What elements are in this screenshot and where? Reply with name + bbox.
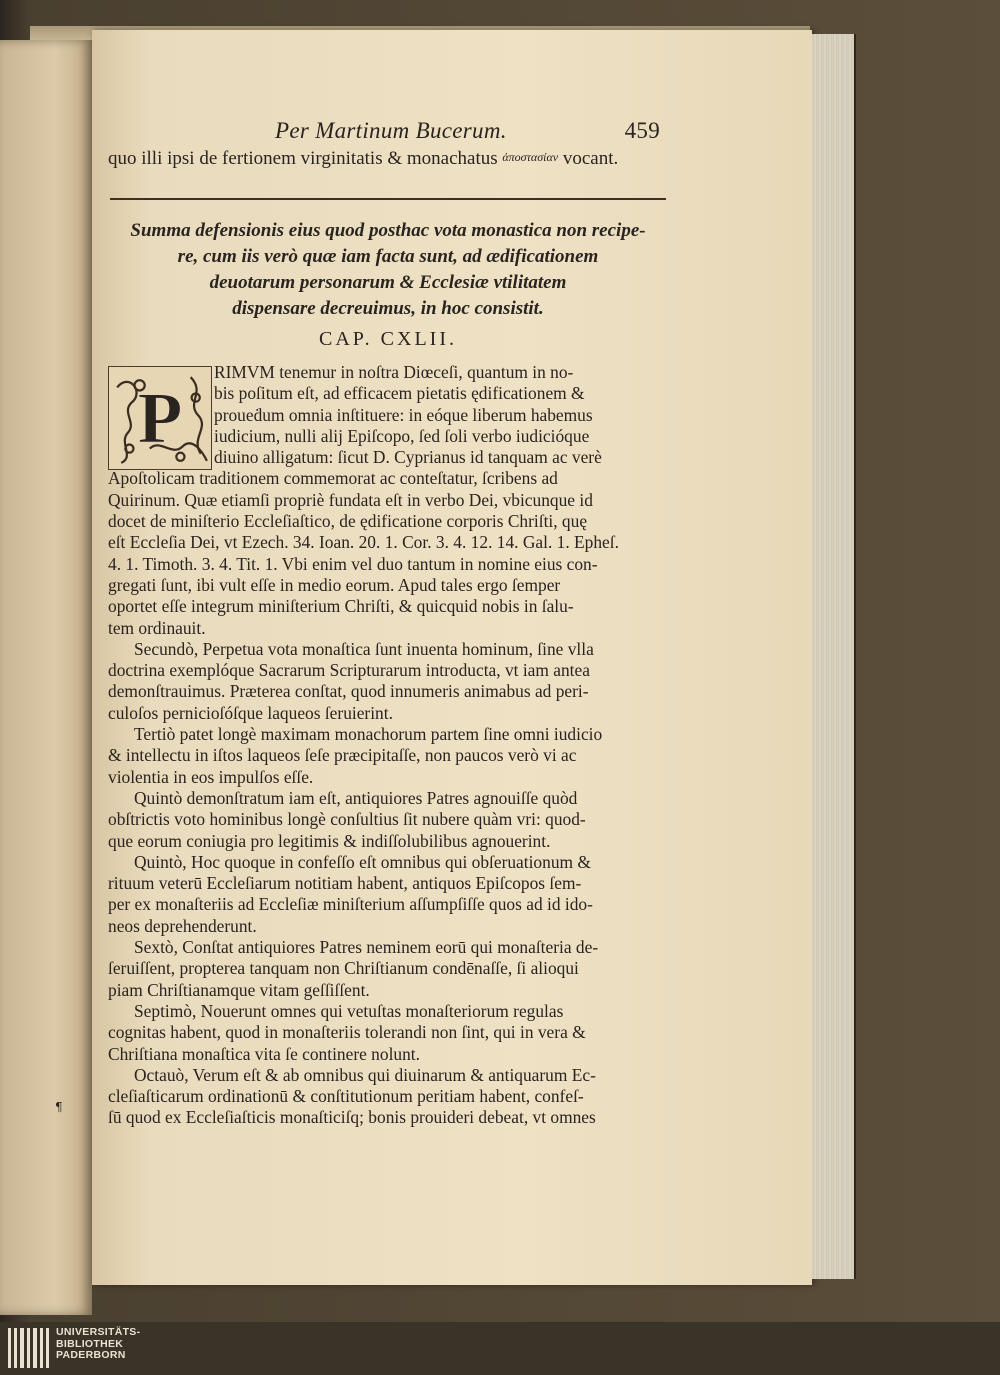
carryover-before: quo illi ipsi de fertionem virginitatis & monachatus [108,148,503,169]
footer-bar [0,1322,1000,1375]
text-line: doctrina exemplóque Sacrarum Scripturarum introducta, vt iam antea [108,660,590,681]
text-line: gregati ſunt, ibi vult eſſe in medio eorum. Apud tales ergo ſemper [108,574,561,595]
text-line: oportet eſſe integrum miniſterium Chriſti, & quicquid nobis in ſalu- [108,596,574,617]
summary-line: re, cum iis verò quæ iam facta sunt, ad ædificationem [177,246,599,267]
paragraph-tertio [108,724,668,788]
text-line: & intellectu in iſtos laqueos ſeſe præcipitaſſe, non paucos verò vi ac [108,745,577,766]
text-line: Quirinum. Quæ etiamſi propriè fundata eſt in verbo Dei, vbicunque id [108,489,593,510]
text-line: ſū quod ex Eccleſiaſticis monaſticiſq; bonis prouideri debeat, vt omnes [108,1107,596,1128]
text-line: demonſtrauimus. Præterea conſtat, quod innumeris animabus ad peri- [108,681,589,702]
text-line: cognitas habent, quod in monaſteriis tolerandi non ſint, qui in vera & [108,1022,586,1043]
initial-letter: P [137,377,183,459]
text-line: culoſos pernicioſóſque laqueos ſeruierint. [108,702,393,723]
text-line: Quintò, Hoc quoque in confeſſo eſt omnibus qui obſeruationum & [134,851,591,872]
chapter-heading: CAP. CXLII. [318,328,457,350]
page-edges [812,34,856,1279]
carryover-after: vocant. [558,148,619,169]
first-paragraph [108,362,668,639]
chapter-summary [108,218,668,322]
text-line: 4. 1. Timoth. 3. 4. Tit. 1. Vbi enim vel duo tantum in nomine eius con- [108,553,598,574]
text-line: cleſiaſticarum ordinationū & conſtitutionum peritiam habent, confeſ- [108,1086,584,1107]
text-line: tem ordinauit. [108,617,206,638]
page-number: 459 [624,118,660,143]
summary-line: dispensare decreuimus, in hoc consistit. [232,298,544,319]
margin-mark: ¶ [55,1100,63,1114]
library-line: PADERBORN [56,1349,126,1361]
paragraph-octauo [108,1065,668,1129]
text-line: neos deprehenderunt. [108,915,257,936]
text-line: per ex monaſteriis ad Eccleſiæ miniſterium aſſumpſiſſe quos ad id ido- [108,894,593,915]
text-line: bis poſitum eſt, ad efficacem pietatis ędificationem & [214,383,585,404]
paragraph-secundo [108,639,668,724]
library-line: BIBLIOTHEK [56,1337,124,1350]
greek-word: ἀποστασίαν [502,150,559,164]
paragraph-quinto-2 [108,852,668,937]
summary-line: deuotarum personarum & Ecclesiæ vtilitatem [209,272,567,293]
text-line: iudicium, nulli alij Epiſcopo, ſed ſoli verbo iudicióque [214,425,590,446]
running-head-title: Per Martinum Bucerum. [275,118,507,143]
text-line: Apoſtolicam traditionem commemorat ac conteſtatur, ſcribens ad [108,468,558,489]
text-line: Quintò demonſtratum iam eſt, antiquiores Patres agnouiſſe quòd [134,787,578,808]
body-text [108,362,668,1129]
library-line: UNIVERSITÄTS- [56,1326,141,1338]
text-line: Octauò, Verum eſt & ab omnibus qui diuinarum & antiquarum Ec- [134,1064,596,1085]
text-line: Tertiò patet longè maximam monachorum partem ſine omni iudicio [134,724,603,745]
paragraph-sexto [108,937,668,1001]
text-line: Chriſtiana monaſtica vita ſe continere nolunt. [108,1043,420,1064]
text-line: diuino alligatum: ſicut D. Cyprianus id tanquam ac verè [214,447,602,468]
library-name [56,1327,140,1362]
text-line: ſeruiſſent, propterea tanquam non Chriſtianum condēnaſſe, ſi alioqui [108,958,579,979]
text-line: RIMVM tenemur in noſtra Diœceſi, quantum in no- [214,362,574,382]
text-line: que eorum coniugia pro legitimis & indiſſolubilibus agnouerint. [108,830,551,851]
section-rule [110,198,666,200]
summary-line: Summa defensionis eius quod posthac vota monastica non recipe- [130,220,646,241]
paragraph-septimo [108,1001,668,1065]
text-line: violentia in eos impulſos eſſe. [108,766,314,787]
text-line: eſt Eccleſia Dei, vt Ezech. 34. Ioan. 20. 1. Cor. 3. 4. 12. 14. Gal. 1. Epheſ. [108,532,619,553]
text-line: proueḋum omnia inſtituere: in eóque liberum habemus [214,404,593,425]
text-line: Sextò, Conſtat antiquiores Patres neminem eorū qui monaſteria de- [134,937,599,958]
text-line: obſtrictis voto hominibus longè conſultius ſit nubere quàm vri: quod- [108,809,586,830]
library-logo-icon [8,1328,50,1368]
text-line: rituum veterū Eccleſiarum notitiam habent, antiquos Epiſcopos ſem- [108,873,582,894]
text-line: Septimò, Nouerunt omnes qui vetuſtas monaſteriorum regulas [134,1000,564,1021]
text-line: docet de miniſterio Eccleſiaſtico, de ędificatione corporis Chriſti, quę [108,511,588,532]
text-line: Secundò, Perpetua vota monaſtica ſunt inuenta hominum, ſine vlla [134,638,594,659]
left-page-edge [0,40,92,1315]
carryover-line [108,148,668,170]
paragraph-quinto-1 [108,788,668,852]
text-line: piam Chriſtianamque vitam geſſiſſent. [108,979,370,1000]
